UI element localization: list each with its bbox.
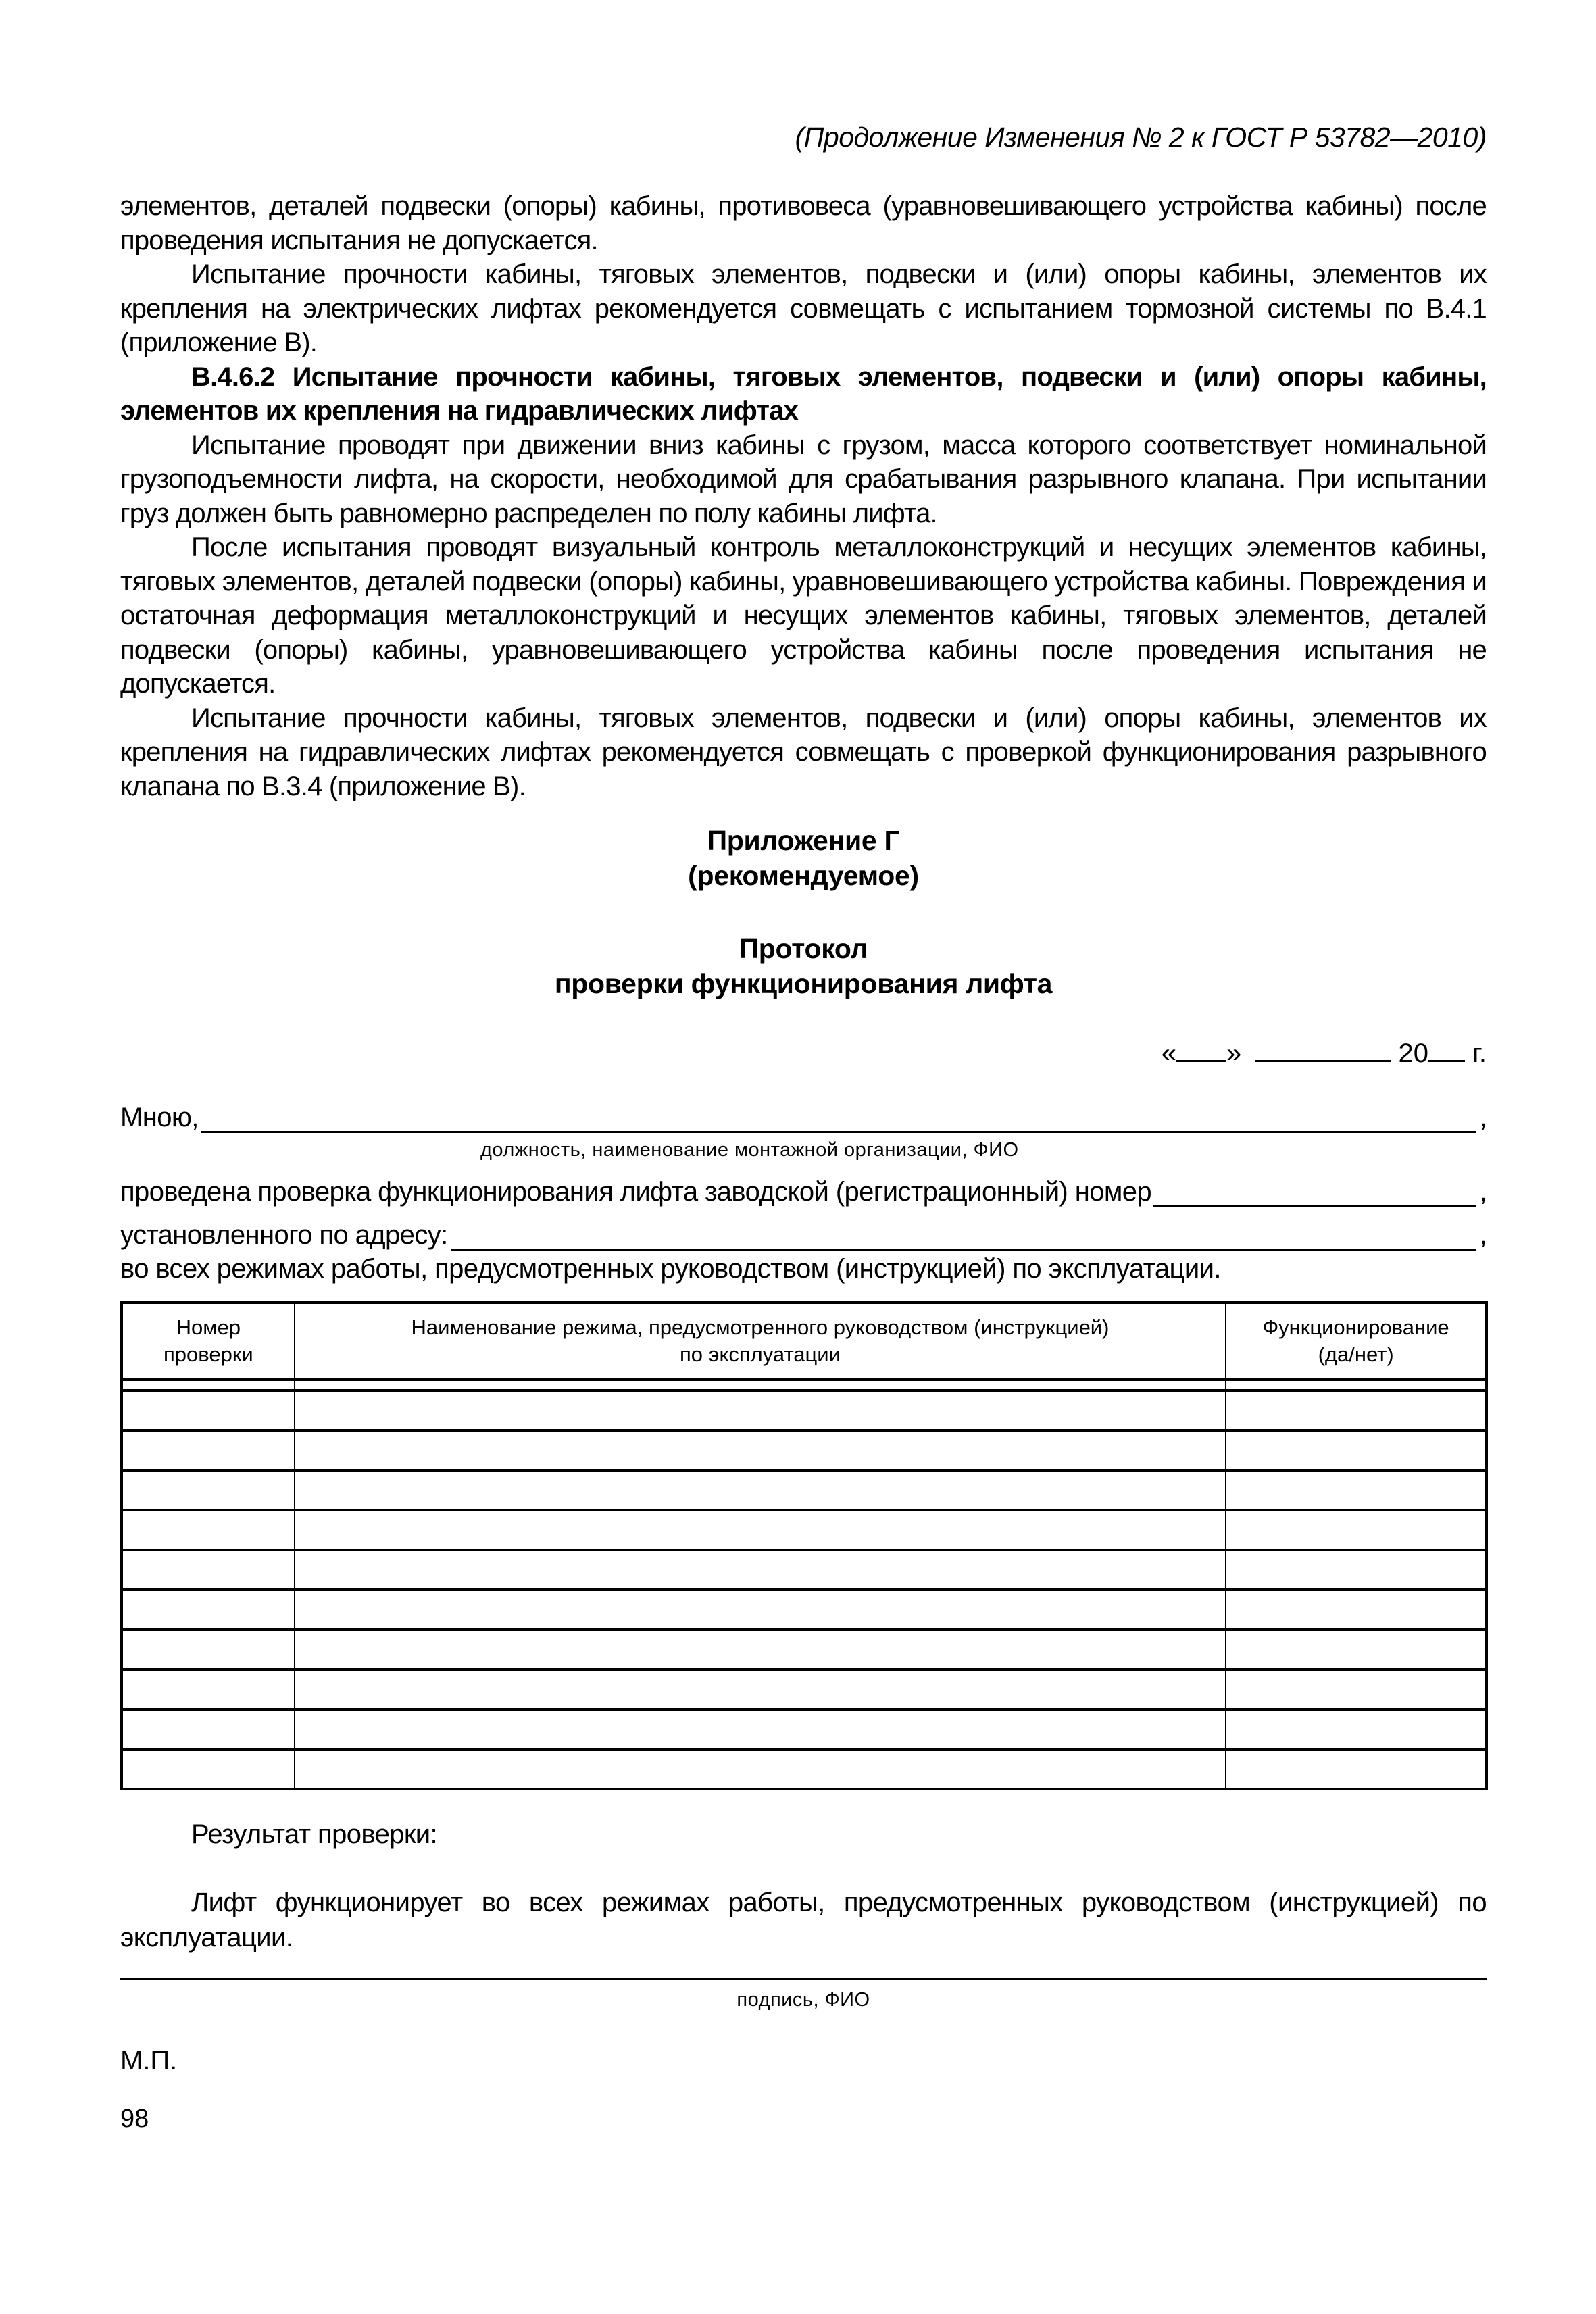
protocol-subtitle: проверки функционирования лифта [554, 968, 1053, 999]
running-title: (Продолжение Изменения № 2 к ГОСТ Р 53782—2010) [795, 122, 1487, 153]
appendix-title: Приложение Г [707, 825, 900, 856]
signature-caption: подпись, ФИО [737, 1989, 870, 2011]
date-field: « » 20 г. [1161, 1038, 1487, 1068]
page-number: 98 [120, 2105, 149, 2133]
mode-name-cell[interactable] [295, 1510, 1226, 1550]
functioning-cell[interactable] [1226, 1550, 1487, 1590]
performer-blank[interactable] [201, 1107, 1477, 1133]
address-line: установленного по адресу: , [120, 1220, 1487, 1250]
mode-name-cell[interactable] [295, 1749, 1226, 1789]
check-number-cell[interactable] [122, 1510, 295, 1550]
functioning-cell[interactable] [1226, 1390, 1487, 1430]
performer-caption: должность, наименование монтажной организации, ФИО [480, 1139, 1019, 1161]
appendix-heading [120, 823, 1487, 893]
result-text: Лифт функционирует во всех режимах работы, предусмотренных руководством (инструкцией) по эксплуатации. [120, 1888, 1487, 1953]
table-row [122, 1390, 1487, 1430]
signature-line[interactable] [120, 1978, 1487, 1980]
performer-line: Мною, , [120, 1103, 1487, 1132]
column-header-functioning: Функционирование (да/нет) [1226, 1303, 1487, 1380]
month-blank[interactable] [1255, 1037, 1391, 1062]
column-header-mode-name: Наименование режима, предусмотренного руководством (инструкцией) по эксплуатации [295, 1303, 1226, 1380]
serial-number-blank[interactable] [1153, 1181, 1476, 1207]
mode-name-cell[interactable] [295, 1390, 1226, 1430]
check-number-cell[interactable] [122, 1390, 295, 1430]
check-number-cell[interactable] [122, 1709, 295, 1749]
mode-name-cell[interactable] [295, 1630, 1226, 1669]
table-header-row [122, 1303, 1487, 1380]
protocol-title: Протокол [739, 933, 868, 964]
table-row [122, 1709, 1487, 1749]
functioning-cell[interactable] [1226, 1630, 1487, 1669]
serial-number-line: проведена проверка функционирования лифта заводской (регистрационный) номер , [120, 1177, 1487, 1207]
body-text [120, 189, 1487, 803]
year-blank[interactable] [1428, 1037, 1465, 1062]
functioning-cell[interactable] [1226, 1669, 1487, 1709]
functioning-cell[interactable] [1226, 1749, 1487, 1789]
paragraph: Испытание прочности кабины, тяговых элементов, подвески и (или) опоры кабины, элементов их крепления на электрических лифтах рекомендуется совмещать с испытанием тормозной системы по В.4.1 (приложение В). [120, 259, 1487, 357]
stamp-place: М.П. [120, 2046, 178, 2076]
table-row [122, 1550, 1487, 1590]
check-number-cell[interactable] [122, 1669, 295, 1709]
protocol-table [120, 1301, 1488, 1790]
functioning-cell[interactable] [1226, 1430, 1487, 1470]
address-blank[interactable] [451, 1224, 1477, 1251]
mode-name-cell[interactable] [295, 1709, 1226, 1749]
modes-line: во всех режимах работы, предусмотренных руководством (инструкцией) по эксплуатации. [120, 1254, 1221, 1284]
functioning-cell[interactable] [1226, 1470, 1487, 1510]
functioning-cell[interactable] [1226, 1510, 1487, 1550]
check-number-cell[interactable] [122, 1590, 295, 1630]
check-number-cell[interactable] [122, 1749, 295, 1789]
functioning-cell[interactable] [1226, 1590, 1487, 1630]
check-number-cell[interactable] [122, 1470, 295, 1510]
table-row [122, 1630, 1487, 1669]
mode-name-cell[interactable] [295, 1470, 1226, 1510]
table-row [122, 1749, 1487, 1789]
header-spacer-row [122, 1380, 1487, 1390]
table-row [122, 1510, 1487, 1550]
paragraph: Испытание проводят при движении вниз кабины с грузом, масса которого соответствует номинальной грузоподъемности лифта, на скорости, необходимой для срабатывания разрывного клапана. При испытании груз должен быть равномерно распределен по полу кабины лифта. [120, 430, 1487, 528]
functioning-cell[interactable] [1226, 1709, 1487, 1749]
mode-name-cell[interactable] [295, 1550, 1226, 1590]
mode-name-cell[interactable] [295, 1430, 1226, 1470]
table-row [122, 1669, 1487, 1709]
mode-name-cell[interactable] [295, 1669, 1226, 1709]
paragraph: элементов, деталей подвески (опоры) кабины, противовеса (уравновешивающего устройства кабины) после проведения испытания не допускается. [120, 191, 1487, 255]
appendix-status: (рекомендуемое) [688, 860, 919, 891]
table-row [122, 1590, 1487, 1630]
column-header-check-number: Номер проверки [122, 1303, 295, 1380]
table-row [122, 1430, 1487, 1470]
section-heading: В.4.6.2 Испытание прочности кабины, тяговых элементов, подвески и (или) опоры кабины, элементов их крепления на гидравлических лифтах [120, 361, 1487, 426]
paragraph: Испытание прочности кабины, тяговых элементов, подвески и (или) опоры кабины, элементов их крепления на гидравлических лифтах рекомендуется совмещать с проверкой функционирования разрывного клапана по В.3.4 (приложение В). [120, 703, 1487, 801]
mode-name-cell[interactable] [295, 1590, 1226, 1630]
protocol-heading [120, 931, 1487, 1001]
table-row [122, 1470, 1487, 1510]
result-label: Результат проверки: [191, 1819, 438, 1849]
check-number-cell[interactable] [122, 1430, 295, 1470]
day-blank[interactable] [1176, 1037, 1226, 1062]
check-number-cell[interactable] [122, 1630, 295, 1669]
check-number-cell[interactable] [122, 1550, 295, 1590]
paragraph: После испытания проводят визуальный контроль металлоконструкций и несущих элементов кабины, тяговых элементов, деталей подвески (опоры) кабины, уравновешивающего устройства кабины. Повреждения и остаточная деформация металлоконструкций и несущих элементов кабины, тяговых элементов, деталей подвески (опоры) кабины, уравновешивающего устройства кабины после проведения испытания не допускается. [120, 532, 1487, 699]
